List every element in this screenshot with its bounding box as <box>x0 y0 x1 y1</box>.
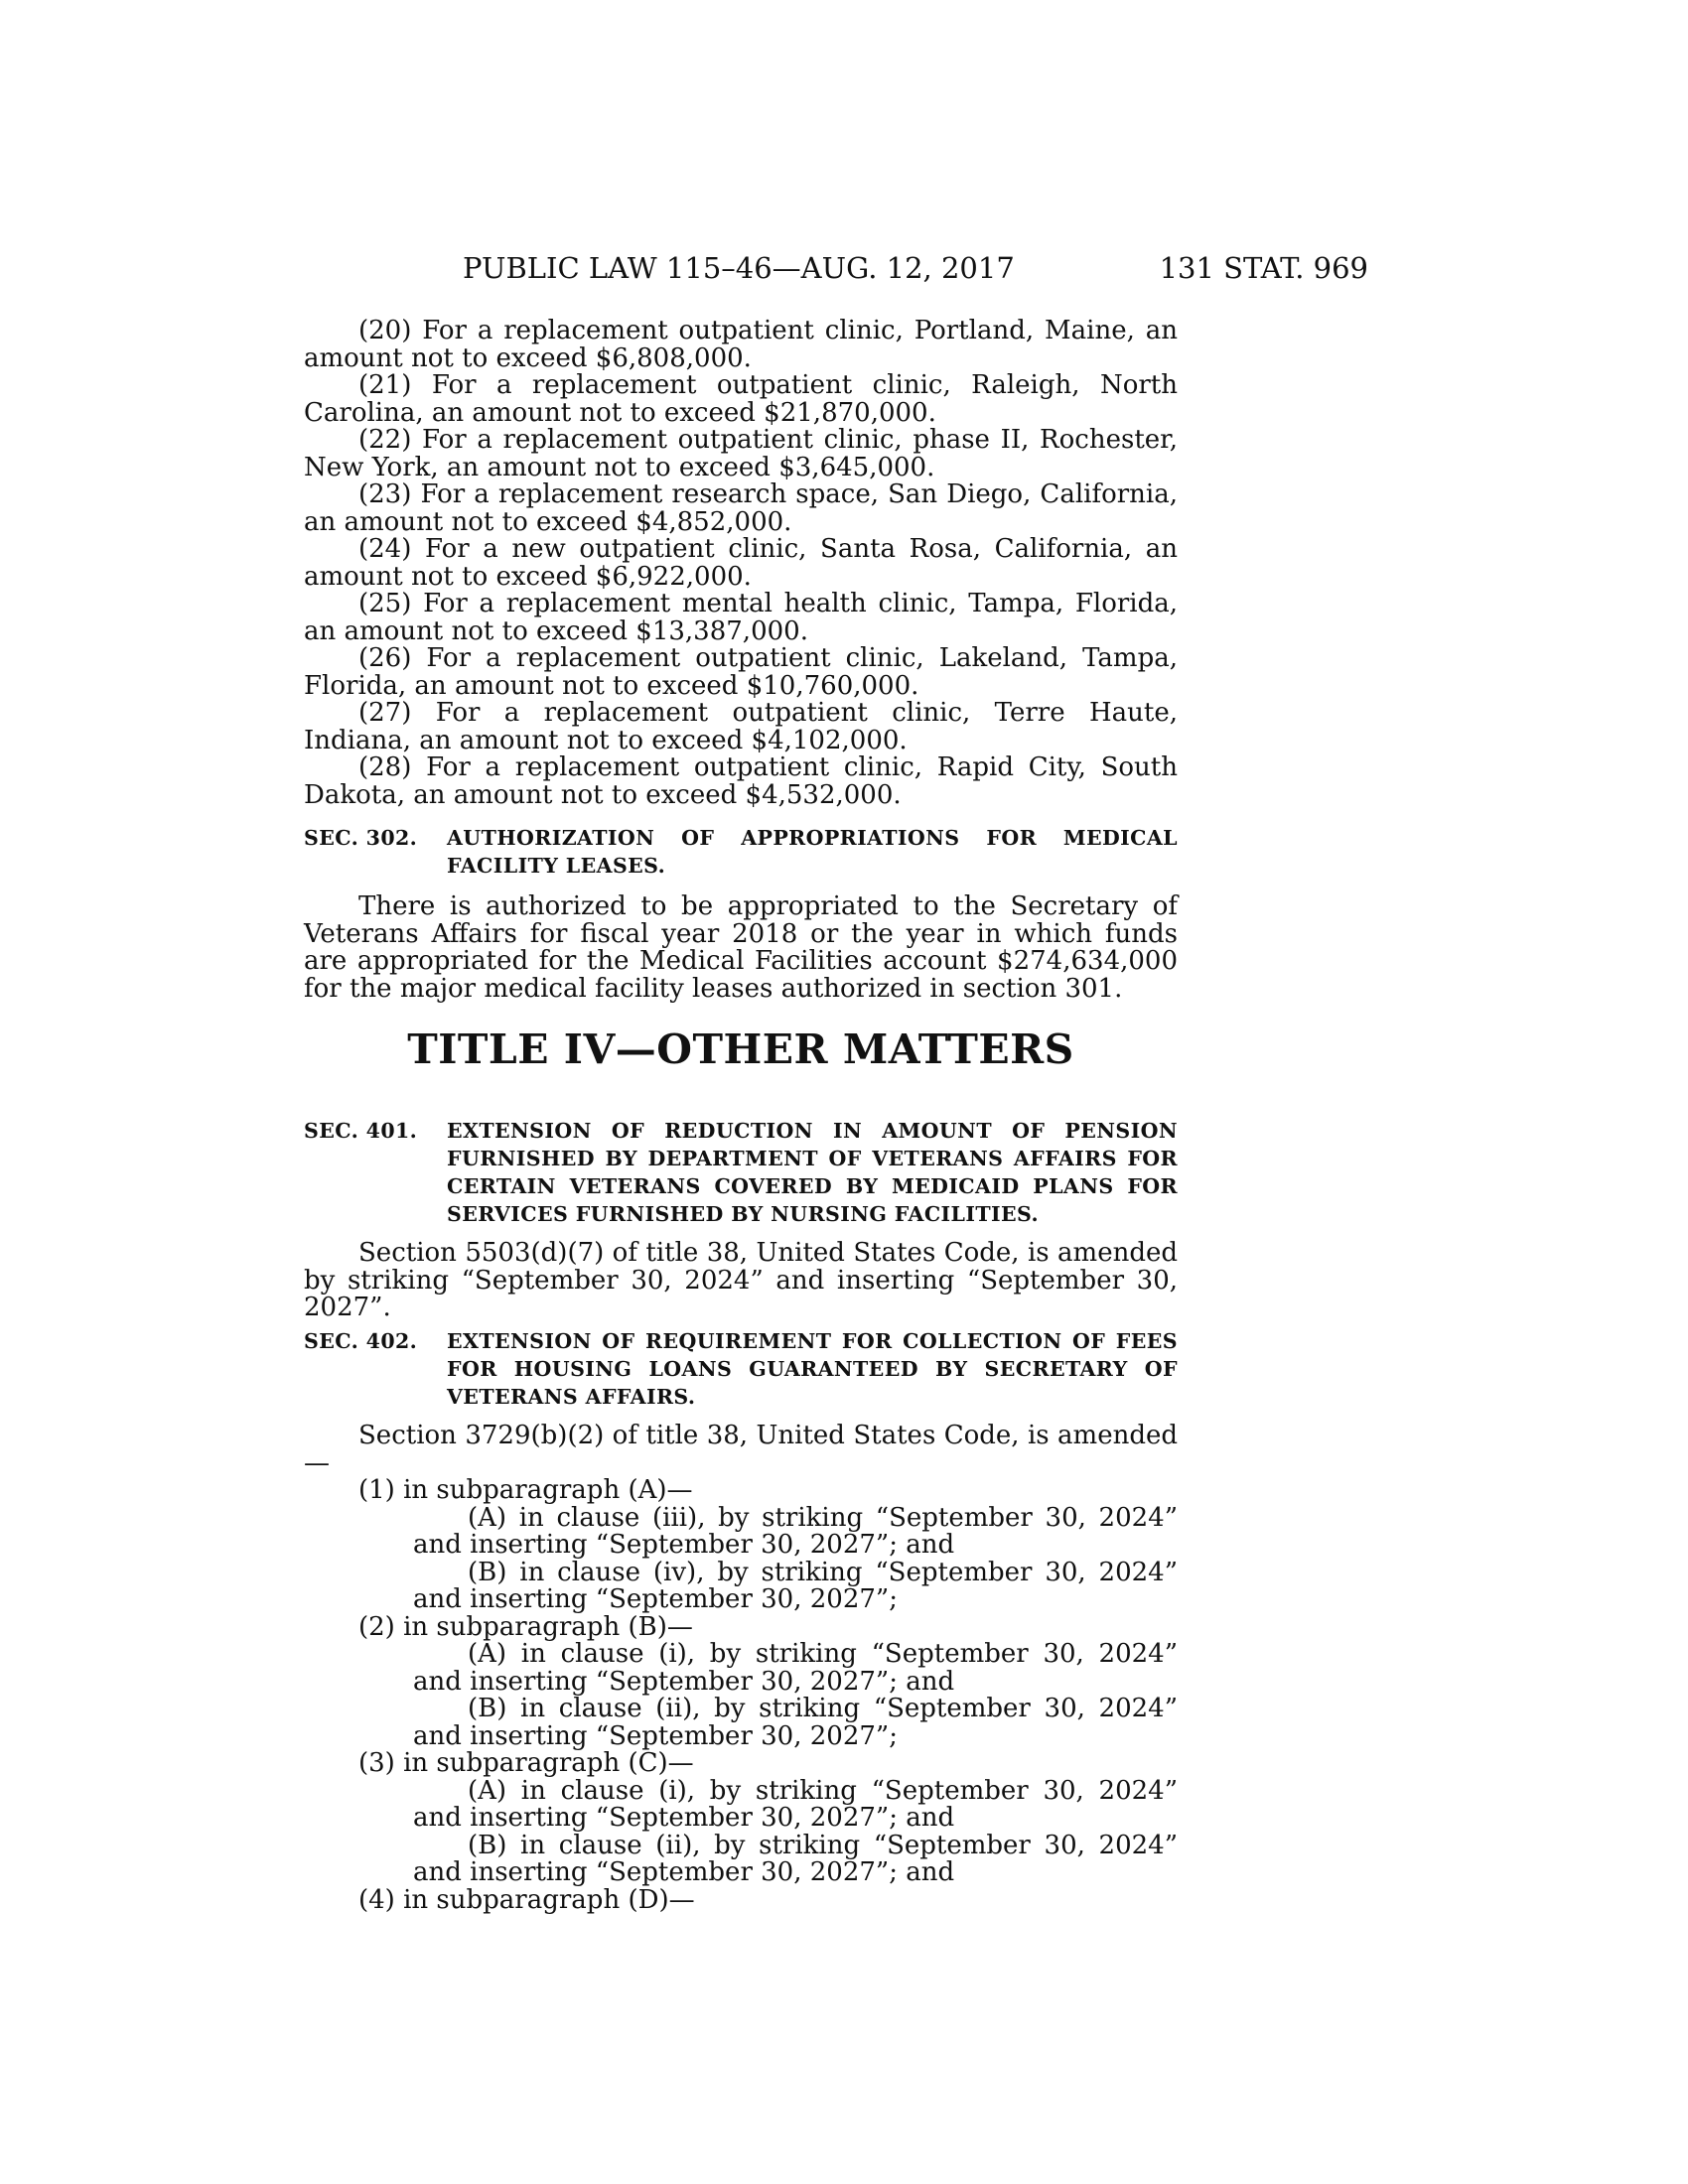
list-item: (24) For a new outpatient clinic, Santa Rosa, California, an amount not to exceed $6,922,000. <box>304 534 1178 592</box>
list-item: (A) in clause (i), by striking “September 30, 2024” and inserting “September 30, 2027”; and <box>413 1639 1178 1697</box>
section-intro: Section 3729(b)(2) of title 38, United States Code, is amended— <box>304 1421 1178 1478</box>
list-item: (21) For a replacement outpatient clinic, Raleigh, North Carolina, an amount not to exceed $21,870,000. <box>304 370 1178 428</box>
list-item: (26) For a replacement outpatient clinic, Lakeland, Tampa, Florida, an amount not to exceed $10,760,000. <box>304 643 1178 701</box>
section-heading <box>304 1327 1178 1411</box>
section-heading <box>304 824 1178 880</box>
section-label: SEC. 402. <box>304 1329 418 1353</box>
section-label: SEC. 302. <box>304 826 418 850</box>
header-citation: PUBLIC LAW 115–46—AUG. 12, 2017 <box>463 251 1015 285</box>
list-item: (4) in subparagraph (D)— <box>358 1884 695 1915</box>
section-body: There is authorized to be appropriated to the Secretary of Veterans Affairs for fiscal year 2018 or the year in which funds are appropriated for the Medical Facilities account $274,634,000 for the major medical facility leases authorized in section 301. <box>304 891 1178 1004</box>
list-item: (23) For a replacement research space, San Diego, California, an amount not to exceed $4,852,000. <box>304 479 1178 537</box>
list-item: (27) For a replacement outpatient clinic, Terre Haute, Indiana, an amount not to exceed $4,102,000. <box>304 698 1178 755</box>
section-body: Section 5503(d)(7) of title 38, United States Code, is amended by striking “September 30, 2024” and inserting “September 30, 2027”. <box>304 1238 1178 1322</box>
list-item: (A) in clause (i), by striking “September 30, 2024” and inserting “September 30, 2027”; and <box>413 1775 1178 1833</box>
section-401 <box>304 1117 1178 1322</box>
list-item: (2) in subparagraph (B)— <box>358 1611 693 1642</box>
list-item: (3) in subparagraph (C)— <box>358 1748 694 1778</box>
list-item: (B) in clause (ii), by striking “September 30, 2024” and inserting “September 30, 2027”; and <box>413 1830 1178 1887</box>
section-label: SEC. 401. <box>304 1119 418 1143</box>
section-302 <box>304 824 1178 1003</box>
list-item: (B) in clause (iv), by striking “September 30, 2024” and inserting “September 30, 2027”; <box>413 1557 1178 1614</box>
list-item: (25) For a replacement mental health clinic, Tampa, Florida, an amount not to exceed $13,387,000. <box>304 589 1178 646</box>
section-title: EXTENSION OF REQUIREMENT FOR COLLECTION OF FEES FOR HOUSING LOANS GUARANTEED BY SECRETARY OF VETERANS AFFAIRS. <box>447 1329 1178 1409</box>
section-title: AUTHORIZATION OF APPROPRIATIONS FOR MEDICAL FACILITY LEASES. <box>447 826 1178 878</box>
running-header <box>463 248 1368 288</box>
title-heading: TITLE IV—OTHER MATTERS <box>407 1025 1074 1073</box>
list-item: (A) in clause (iii), by striking “September 30, 2024” and inserting “September 30, 2027”; and <box>413 1502 1178 1560</box>
header-page-number: 131 STAT. 969 <box>1159 251 1368 285</box>
section-heading <box>304 1117 1178 1228</box>
list-item: (28) For a replacement outpatient clinic, Rapid City, South Dakota, an amount not to exceed $4,532,000. <box>304 752 1178 810</box>
clinic-list <box>304 318 1178 809</box>
section-title: EXTENSION OF REDUCTION IN AMOUNT OF PENSION FURNISHED BY DEPARTMENT OF VETERANS AFFAIRS FOR CERTAIN VETERANS COVERED BY MEDICAID PLANS FOR SERVICES FURNISHED BY NURSING FACILITIES. <box>447 1119 1178 1226</box>
list-item: (B) in clause (ii), by striking “September 30, 2024” and inserting “September 30, 2027”; <box>413 1694 1178 1751</box>
list-item: (1) in subparagraph (A)— <box>358 1475 693 1505</box>
list-item: (22) For a replacement outpatient clinic, phase II, Rochester, New York, an amount not to exceed $3,645,000. <box>304 425 1178 482</box>
amendment-list <box>304 1477 1178 1914</box>
section-402 <box>304 1327 1178 1914</box>
list-item: (20) For a replacement outpatient clinic, Portland, Maine, an amount not to exceed $6,808,000. <box>304 316 1178 373</box>
